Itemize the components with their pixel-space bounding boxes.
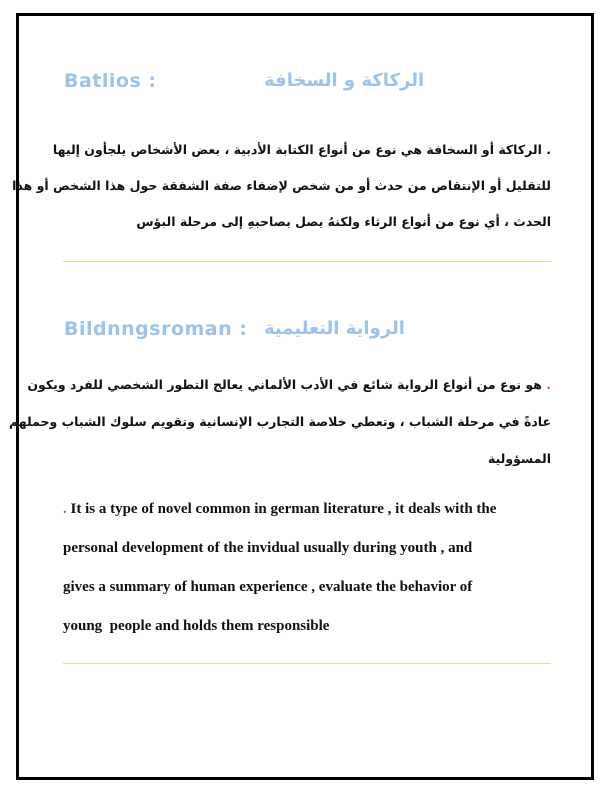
english-paragraph-line: personal development of the invidual usually during youth , and — [63, 540, 473, 556]
arabic-paragraph-line: عادةً في مرحلة الشباب ، وتعطي خلاصة التجارب الإنسانية وتقويم سلوك الشباب وحملهم — [8, 414, 551, 429]
arabic-paragraph-line: . الركاكة أو السخافة هي نوع من أنواع الكتابة الأدبية ، بعض الأشخاص يلجأون إليها — [52, 142, 551, 157]
section-divider — [63, 663, 551, 664]
arabic-paragraph-line — [27, 377, 551, 392]
arabic-paragraph-line: المسؤولية — [487, 451, 551, 466]
document-page — [8, 13, 594, 780]
section-divider — [63, 261, 551, 262]
arabic-heading-batlios: الركاكة و السخافة — [264, 70, 425, 91]
english-paragraph-line: young people and holds them responsible — [63, 618, 330, 634]
arabic-paragraph-text: هو نوع من أنواع الرواية شائع في الأدب الألماني يعالج التطور الشخصي للفرد ويكون — [27, 377, 542, 392]
english-paragraph-text: It is a type of novel common in german literature , it deals with the — [66, 501, 497, 517]
term-heading-bildungsroman: Bildnngsroman : — [64, 318, 248, 340]
english-paragraph-line: gives a summary of human experience , evaluate the behavior of — [63, 579, 473, 595]
bullet-dot: . — [546, 377, 551, 392]
english-paragraph-line — [63, 501, 496, 518]
arabic-paragraph-line: للتقليل أو الإنتقاص من حدث أو من شخص لإضفاء صفة الشفقة حول هذا الشخص أو هذا — [12, 178, 551, 193]
arabic-heading-bildungsroman: الرواية التعليمية — [264, 318, 405, 339]
term-heading-batlios: Batlios : — [64, 70, 157, 92]
bullet-dot: . — [63, 501, 67, 517]
arabic-paragraph-line: الحدث ، أي نوع من أنواع الرثاء ولكنهُ يصل بصاحبهِ إلى مرحلة البؤس — [136, 214, 551, 229]
